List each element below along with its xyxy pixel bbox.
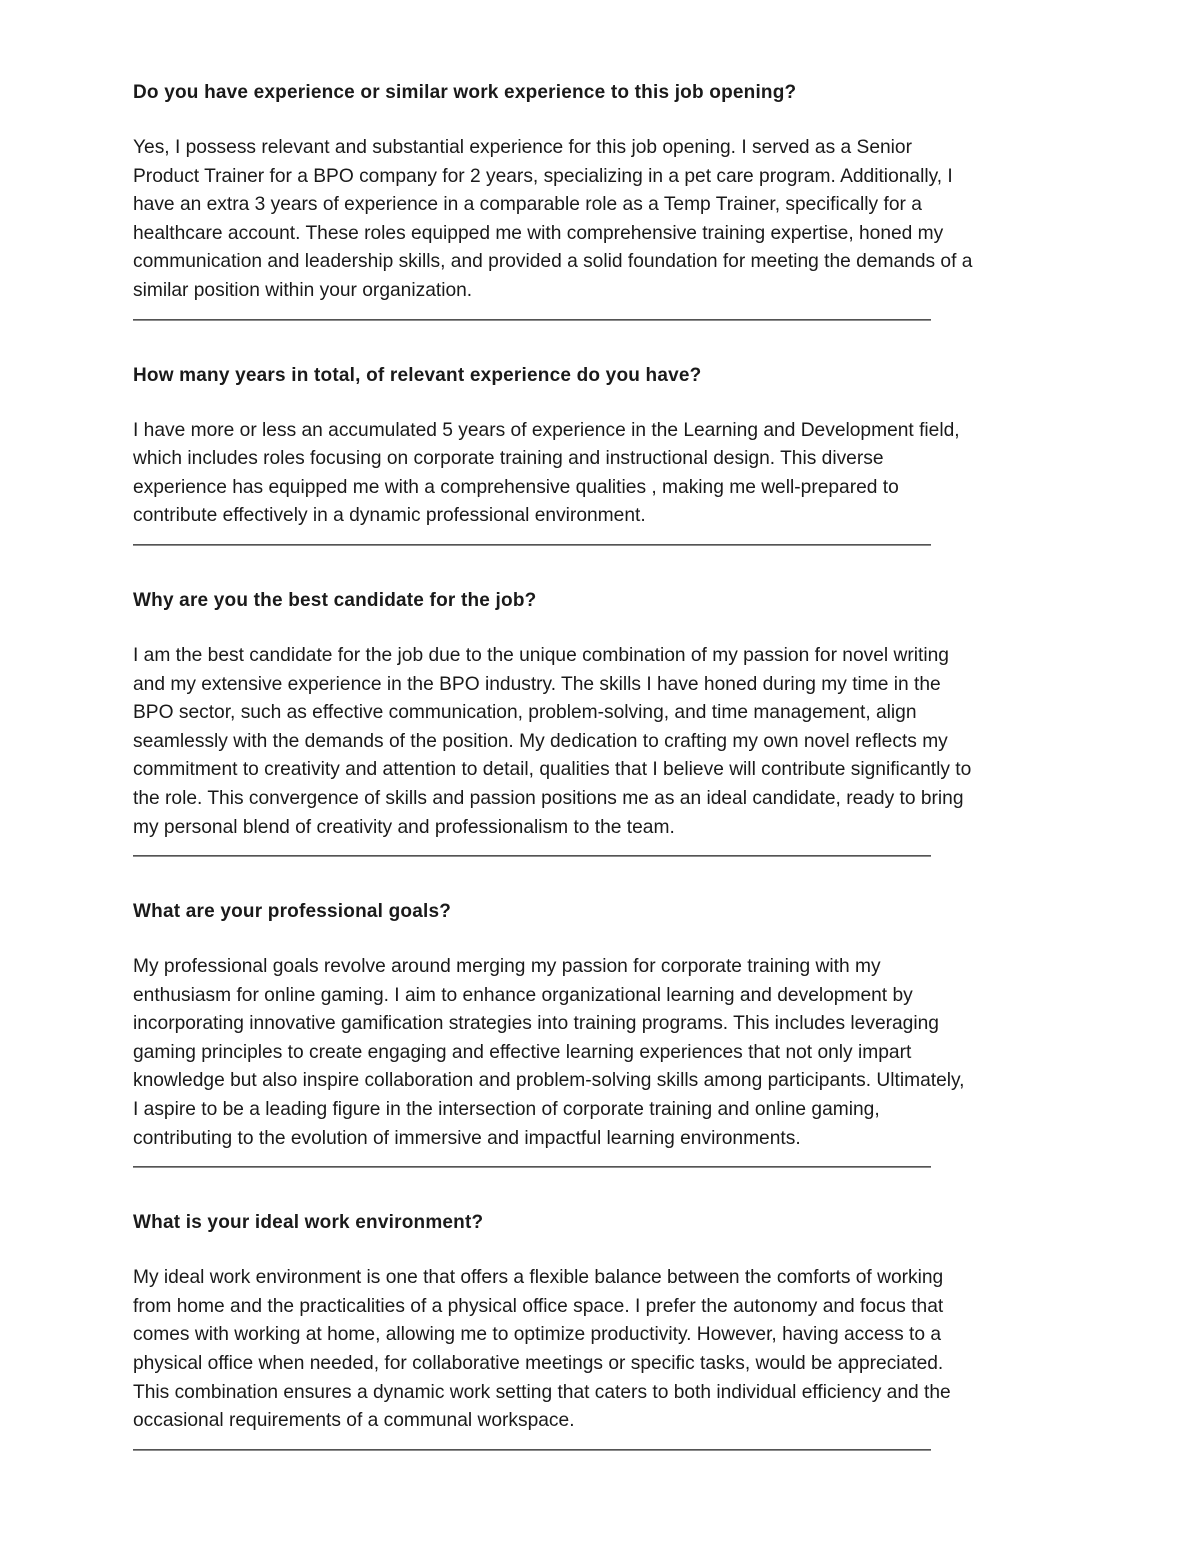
question-heading: What is your ideal work environment? [133,1212,484,1234]
answer-paragraph: I am the best candidate for the job due to the unique combination of my passion for novel writing and my extensive experience in the BPO industry. The skills I have honed during my time in the BPO sector, such as effective communication, problem-solving, and time management, align seamlessly with the demands of the position. My dedication to crafting my own novel reflects my commitment to creativity and attention to detail, qualities that I believe will contribute significantly to the role. This convergence of skills and passion positions me as an ideal candidate, ready to bring my personal blend of creativity and professionalism to the team. [133,644,972,838]
answer-paragraph: I have more or less an accumulated 5 years of experience in the Learning and Development field, which includes roles focusing on corporate training and instructional design. This diverse experience has equipped me with a comprehensive qualities , making me well-prepared to contribute effectively in a dynamic professional environment. [133,419,960,527]
section-divider: —————————————————————————————————————————— [133,308,931,330]
question-heading: Do you have experience or similar work experience to this job opening? [133,82,797,103]
answer-paragraph: My professional goals revolve around merging my passion for corporate training with my enthusiasm for online gaming. I aim to enhance organizational learning and development by incorporating innovative gamification strategies into training programs. This includes leveraging gaming principles to create engaging and effective learning experiences that not only impart knowledge but also inspire collaboration and problem-solving skills among participants. Ultimately, I aspire to be a leading figure in the intersection of corporate training and online gaming, contributing to the evolution of immersive and impactful learning environments. [133,956,965,1149]
section-divider: —————————————————————————————————————————— [133,1156,931,1178]
qa-section-work-environment [133,1209,1083,1464]
qa-section-best-candidate [133,587,1083,870]
question-heading: What are your professional goals? [133,901,452,923]
section-divider: —————————————————————————————————————————— [133,1438,931,1460]
qa-section-experience [133,79,1083,334]
question-heading: How many years in total, of relevant experience do you have? [133,364,702,386]
qa-section-goals [133,898,1083,1181]
question-heading: Why are you the best candidate for the job? [133,589,537,611]
section-divider: —————————————————————————————————————————— [133,845,931,867]
section-divider: —————————————————————————————————————————— [133,533,931,555]
answer-paragraph: Yes, I possess relevant and substantial experience for this job opening. I served as a Senior Product Trainer for a BPO company for 2 years, specializing in a pet care program. Additionally, I have an extra 3 years of experience in a comparable role as a Temp Trainer, specifically for a healthcare account. These roles equipped me with comprehensive training expertise, honed my communication and leadership skills, and provided a solid foundation for meeting the demands of a similar position within your organization. [133,137,973,301]
document-page [133,79,1083,1492]
answer-paragraph: My ideal work environment is one that offers a flexible balance between the comforts of working from home and the practicalities of a physical office space. I prefer the autonomy and focus that comes with working at home, allowing me to optimize productivity. However, having access to a physical office when needed, for collaborative meetings or specific tasks, would be appreciated. This combination ensures a dynamic work setting that caters to both individual efficiency and the occasional requirements of a communal workspace. [133,1267,951,1432]
qa-section-years [133,362,1083,559]
